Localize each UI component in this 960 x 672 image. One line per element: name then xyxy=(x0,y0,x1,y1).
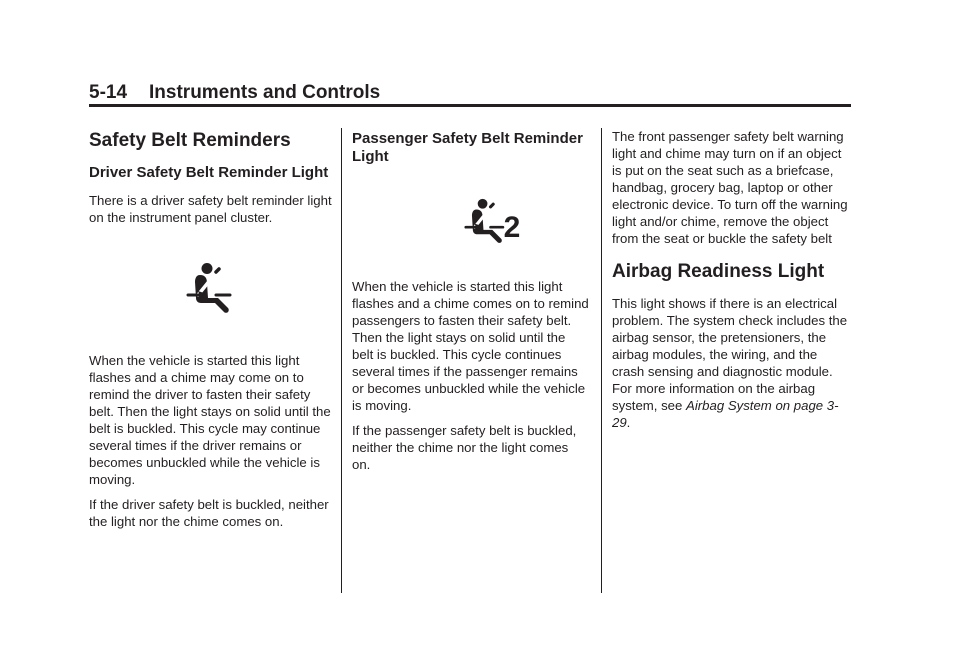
page-header xyxy=(89,82,380,104)
passenger-icon-container xyxy=(352,176,590,266)
subsection-title-driver: Driver Safety Belt Reminder Light xyxy=(89,164,329,181)
airbag-readiness-end: . xyxy=(626,415,631,430)
passenger-object-paragraph: The front passenger safety belt warning light and chime may turn on if an object is put on the seat such as a briefcase, handbag, grocery bag, laptop or other electronic device. To turn off the warning light and/or chime, remove the object from the seat or buckle the safety belt xyxy=(612,129,848,246)
driver-buckled-paragraph: If the driver safety belt is buckled, neither the light nor the chime comes on. xyxy=(89,497,329,529)
section-title-airbag-readiness: Airbag Readiness Light xyxy=(612,261,825,282)
page-number: 5-14 xyxy=(89,82,128,103)
section-title-safety-belt-reminders: Safety Belt Reminders xyxy=(89,130,291,151)
column-3 xyxy=(612,128,852,439)
airbag-system-reference-link[interactable]: Airbag System on page 3-29 xyxy=(612,398,839,430)
subsection-title-passenger: Passenger Safety Belt Reminder Light xyxy=(352,130,583,165)
airbag-readiness-text: This light shows if there is an electrical problem. The system check includes the airbag sensor, the pretensioners, the airbag modules, the wiring, and the crash sensing and diagnostic module. For more information on the airbag system, see xyxy=(612,296,848,413)
chapter-title: Instruments and Controls xyxy=(149,82,381,103)
seatbelt-reminder-icon xyxy=(186,262,238,314)
header-rule xyxy=(89,104,851,107)
passenger-icon-digit: 2 xyxy=(503,211,521,244)
column-2 xyxy=(352,128,590,481)
airbag-readiness-paragraph xyxy=(612,295,852,431)
column-1 xyxy=(89,128,334,538)
column-divider-1 xyxy=(341,128,342,593)
driver-intro-paragraph: There is a driver safety belt reminder light on the instrument panel cluster. xyxy=(89,193,332,225)
driver-icon-container xyxy=(89,234,334,342)
column-divider-2 xyxy=(601,128,602,593)
passenger-behaviour-paragraph: When the vehicle is started this light flashes and a chime comes on to remind passengers to fasten their safety belt. Then the light stays on solid until the belt is buckled. This cycle continues several times if the passenger remains or becomes unbuckled while the vehicle is moving. xyxy=(352,279,589,413)
driver-behaviour-paragraph: When the vehicle is started this light flashes and a chime may come on to remind the driver to fasten their safety belt. Then the light stays on solid until the belt is buckled. This cycle may continue several times if the driver remains or becomes unbuckled while the vehicle is moving. xyxy=(89,353,331,487)
passenger-buckled-paragraph: If the passenger safety belt is buckled, neither the chime nor the light comes on. xyxy=(352,423,577,472)
